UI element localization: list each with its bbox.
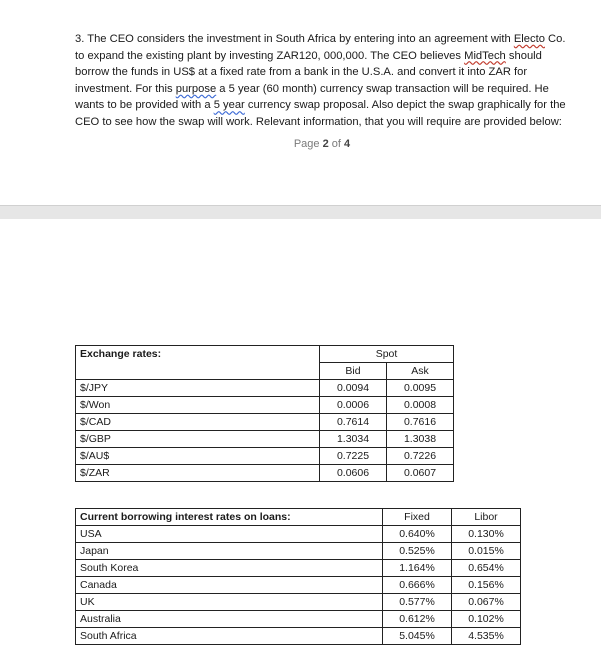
bid-cell: 0.7225 — [320, 448, 387, 465]
libor-header: Libor — [452, 509, 521, 526]
exchange-title: Exchange rates: — [76, 346, 320, 363]
country-cell: South Korea — [76, 560, 383, 577]
fixed-cell: 0.525% — [383, 543, 452, 560]
country-cell: Australia — [76, 611, 383, 628]
ask-cell: 0.7616 — [387, 414, 454, 431]
libor-cell: 0.654% — [452, 560, 521, 577]
spellcheck-word-midtech[interactable]: MidTech — [464, 49, 506, 62]
page-break-gap — [0, 205, 601, 220]
rates-row — [76, 526, 521, 543]
exchange-row — [76, 380, 454, 397]
rates-row — [76, 543, 521, 560]
bid-cell: 0.0606 — [320, 465, 387, 482]
fixed-cell: 0.640% — [383, 526, 452, 543]
libor-cell: 0.130% — [452, 526, 521, 543]
exchange-row — [76, 397, 454, 414]
exchange-row — [76, 448, 454, 465]
exchange-rates-table — [75, 345, 454, 482]
exchange-row — [76, 465, 454, 482]
fixed-cell: 1.164% — [383, 560, 452, 577]
pair-cell: $/AU$ — [76, 448, 320, 465]
bid-header: Bid — [320, 363, 387, 380]
question-text: 3. The CEO considers the investment in South Africa by entering into an agreement with — [75, 33, 514, 45]
bid-cell: 0.7614 — [320, 414, 387, 431]
ask-cell: 0.0607 — [387, 465, 454, 482]
page-total: 4 — [344, 138, 351, 150]
exchange-row — [76, 414, 454, 431]
question-text: currency swap proposal. Also depict the swap graphically for the CEO to see how the swap will work. Relevant information, that you will require are provided below: — [75, 99, 566, 128]
libor-cell: 4.535% — [452, 628, 521, 645]
page-indicator-prefix: Page — [293, 138, 323, 150]
grammar-word-purpose[interactable]: purpose — [175, 82, 217, 95]
pair-cell: $/ZAR — [76, 465, 320, 482]
libor-cell: 0.067% — [452, 594, 521, 611]
rates-row — [76, 560, 521, 577]
question-text: should borrow the funds in US$ at a fixed rate from a bank in the U.S.A. and convert it into ZAR for investment. For this — [75, 49, 542, 95]
fixed-cell: 0.612% — [383, 611, 452, 628]
libor-cell: 0.102% — [452, 611, 521, 628]
empty-cell — [76, 363, 320, 380]
pair-cell: $/CAD — [76, 414, 320, 431]
spellcheck-word-electo[interactable]: Electo — [513, 33, 545, 45]
pair-cell: $/Won — [76, 397, 320, 414]
ask-cell: 0.0008 — [387, 397, 454, 414]
grammar-word-5-year[interactable]: 5 year — [213, 99, 245, 112]
interest-rates-table — [75, 508, 521, 645]
bid-cell: 1.3034 — [320, 431, 387, 448]
ask-cell: 0.7226 — [387, 448, 454, 465]
pair-cell: $/JPY — [76, 380, 320, 397]
libor-cell: 0.156% — [452, 577, 521, 594]
country-cell: UK — [76, 594, 383, 611]
bid-cell: 0.0006 — [320, 397, 387, 414]
page-indicator-sep: of — [328, 138, 345, 150]
fixed-cell: 0.666% — [383, 577, 452, 594]
libor-cell: 0.015% — [452, 543, 521, 560]
bid-cell: 0.0094 — [320, 380, 387, 397]
rates-row — [76, 594, 521, 611]
spot-header: Spot — [320, 346, 454, 363]
rates-row — [76, 628, 521, 645]
fixed-header: Fixed — [383, 509, 452, 526]
country-cell: USA — [76, 526, 383, 543]
page-current: 2 — [322, 138, 329, 150]
fixed-cell: 0.577% — [383, 594, 452, 611]
question-paragraph — [75, 31, 575, 131]
country-cell: Japan — [76, 543, 383, 560]
question-text: a 5 year (60 month) currency swap transaction will be required. He wants to be provided with a — [75, 82, 549, 112]
question-text: Co. to expand the existing plant by investing ZAR120, 000,000. The CEO believes — [75, 33, 566, 62]
rates-row — [76, 611, 521, 628]
ask-cell: 1.3038 — [387, 431, 454, 448]
exchange-row — [76, 431, 454, 448]
country-cell: Canada — [76, 577, 383, 594]
rates-row — [76, 577, 521, 594]
rates-title: Current borrowing interest rates on loans: — [76, 509, 383, 526]
country-cell: South Africa — [76, 628, 383, 645]
page-indicator — [0, 138, 601, 150]
ask-header: Ask — [387, 363, 454, 380]
fixed-cell: 5.045% — [383, 628, 452, 645]
pair-cell: $/GBP — [76, 431, 320, 448]
ask-cell: 0.0095 — [387, 380, 454, 397]
